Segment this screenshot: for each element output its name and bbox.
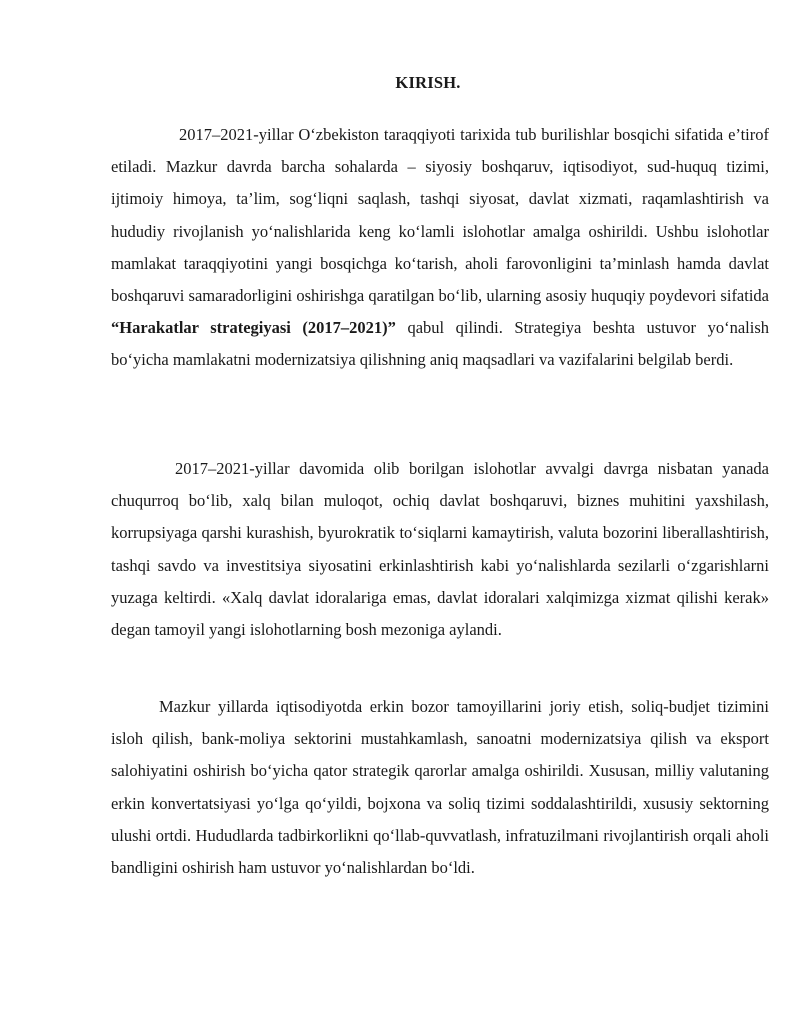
paragraph-3: Mazkur yillarda iqtisodiyotda erkin bozor tamoyillarini joriy etish, soliq-budjet tizimini isloh qilish, bank-moliya sektorini mustahkamlash, sanoatni modernizatsiya qilish va eksport salohiyatini oshirish bo‘yicha qator strategik qarorlar amalga oshirildi. Xususan, milliy valutaning erkin konvertatsiyasi yo‘lga qo‘yildi, bojxona va soliq tizimi soddalashtirildi, xususiy sektorning ulushi ortdi. Hududlarda tadbirkorlikni qo‘llab-quvvatlash, infratuzilmani rivojlantirish orqali aholi bandligini oshirish ham ustuvor yo‘nalishlardan bo‘ldi. [111,697,769,878]
paragraph-1 [111,119,769,377]
paragraph-2: 2017–2021-yillar davomida olib borilgan islohotlar avvalgi davrga nisbatan yanada chuqurroq bo‘lib, xalq bilan muloqot, ochiq davlat boshqaruvi, biznes muhitini yaxshilash, korrupsiyaga qarshi kurashish, byurokratik to‘siqlarni kamaytirish, valuta bozorini liberallashtirish, tashqi savdo va investitsiya siyosatini erkinlashtirish kabi yo‘nalishlarda sezilarli o‘zgarishlarni yuzaga keltirdi. «Xalq davlat idoralariga emas, davlat idoralari xalqimizga xizmat qilishi kerak» degan tamoyil yangi islohotlarning bosh mezoniga aylandi. [111,459,769,640]
paragraph-1-text-end: qabul qilindi. Strategiya beshta ustuvor yo‘nalish bo‘yicha mamlakatni modernizatsiya qilishning aniq maqsadlari va vazifalarini belgilab berdi. [111,318,770,370]
strategy-title-bold: “Harakatlar strategiyasi (2017–2021)” [111,318,396,338]
paragraph-1-text-start: 2017–2021-yillar O‘zbekiston taraqqiyoti tarixida tub burilishlar bosqichi sifatida e’tirof etiladi. Mazkur davrda barcha sohalarda – siyosiy boshqaruv, iqtisodiyot, sud-huquq tizimi, ijtimoiy himoya, ta’lim, sog‘liqni saqlash, tashqi siyosat, davlat xizmati, raqamlashtirish va hududiy rivojlanish yo‘nalishlarida keng ko‘lamli islohotlar amalga oshirildi. Ushbu islohotlar mamlakat taraqqiyotini yangi bosqichga ko‘tarish, aholi farovonligini ta’minlash hamda davlat boshqaruvi samaradorligini oshirishga qaratilgan bo‘lib, ularning asosiy huquqiy poydevori sifatida [111,125,769,306]
page-title: KIRISH. [395,73,461,92]
